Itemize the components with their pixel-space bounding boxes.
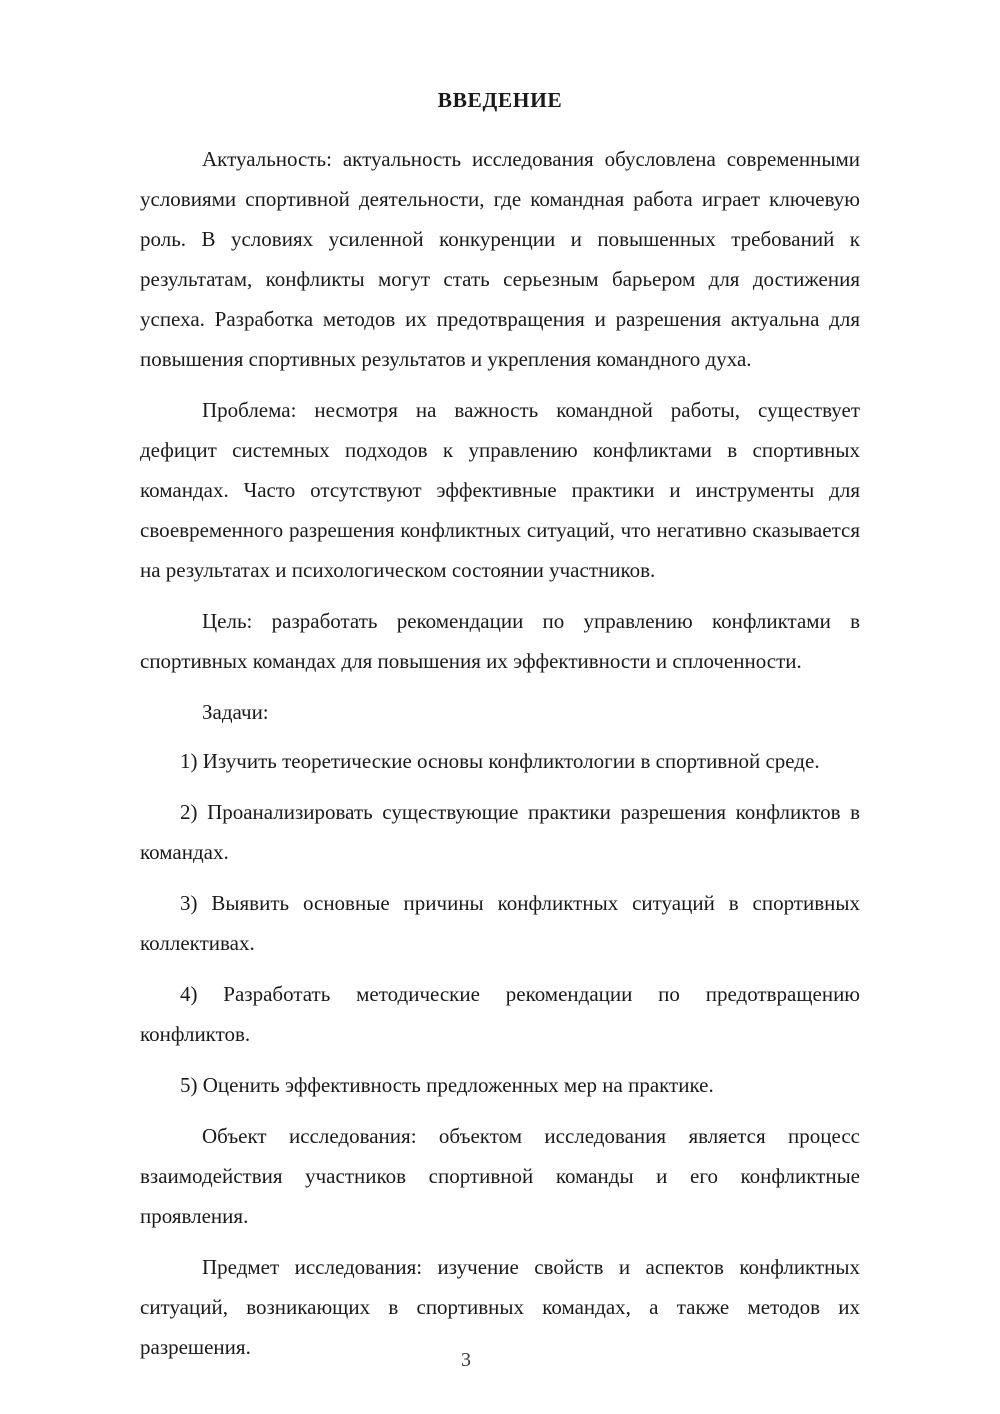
paragraph-object: [140, 1116, 928, 1236]
paragraph-relevance-text: актуальность исследования обусловлена современными условиями спортивной деятельности, где командная работа играет ключевую роль. В условиях усиленной конкуренции и повышенных требований к результатам, конфликты могут стать серьезным барьером для достижения успеха. Разработка методов их предотвращения и разрешения актуальна для повышения спортивных результатов и укрепления командного духа.: [140, 147, 860, 371]
paragraph-object-text: объектом исследования является процесс взаимодействия участников спортивной команды и его конфликтные проявления.: [140, 1124, 860, 1228]
paragraph-subject-text: изучение свойств и аспектов конфликтных ситуаций, возникающих в спортивных командах, а также методов их разрешения.: [140, 1255, 861, 1359]
tasks-label: Задачи:: [202, 700, 269, 724]
page-title: ВВЕДЕНИЕ: [437, 88, 563, 112]
paragraph-goal: [140, 601, 928, 681]
list-item: 4) Разработать методические рекомендации по предотвращению конфликтов.: [140, 982, 860, 1046]
paragraph-problem-text: несмотря на важность командной работы, существует дефицит системных подходов к управлению конфликтами в спортивных командах. Часто отсутствуют эффективные практики и инструменты для своевременного разрешения конфликтных ситуаций, что негативно сказывается на результатах и психологическом состоянии участников.: [140, 398, 860, 582]
list-item: 3) Выявить основные причины конфликтных ситуаций в спортивных коллективах.: [140, 891, 860, 955]
page-number: 3: [461, 1349, 471, 1371]
paragraph-problem-lead: Проблема:: [202, 398, 297, 422]
list-item: 2) Проанализировать существующие практики разрешения конфликтов в командах.: [140, 800, 860, 864]
paragraph-relevance: [140, 139, 928, 379]
paragraph-object-lead: Объект исследования:: [202, 1124, 417, 1148]
list-item: 1) Изучить теоретические основы конфликтологии в спортивной среде.: [180, 749, 820, 773]
paragraph-relevance-lead: Актуальность:: [202, 147, 332, 171]
paragraph-problem: [140, 390, 928, 590]
paragraph-tasks-label: [140, 692, 928, 732]
paragraph-goal-text: разработать рекомендации по управлению конфликтами в спортивных командах для повышения их эффективности и сплоченности.: [140, 609, 860, 673]
paragraph-subject-lead: Предмет исследования:: [202, 1255, 423, 1279]
list-item: 5) Оценить эффективность предложенных мер на практике.: [180, 1073, 714, 1097]
paragraph-goal-lead: Цель:: [202, 609, 253, 633]
